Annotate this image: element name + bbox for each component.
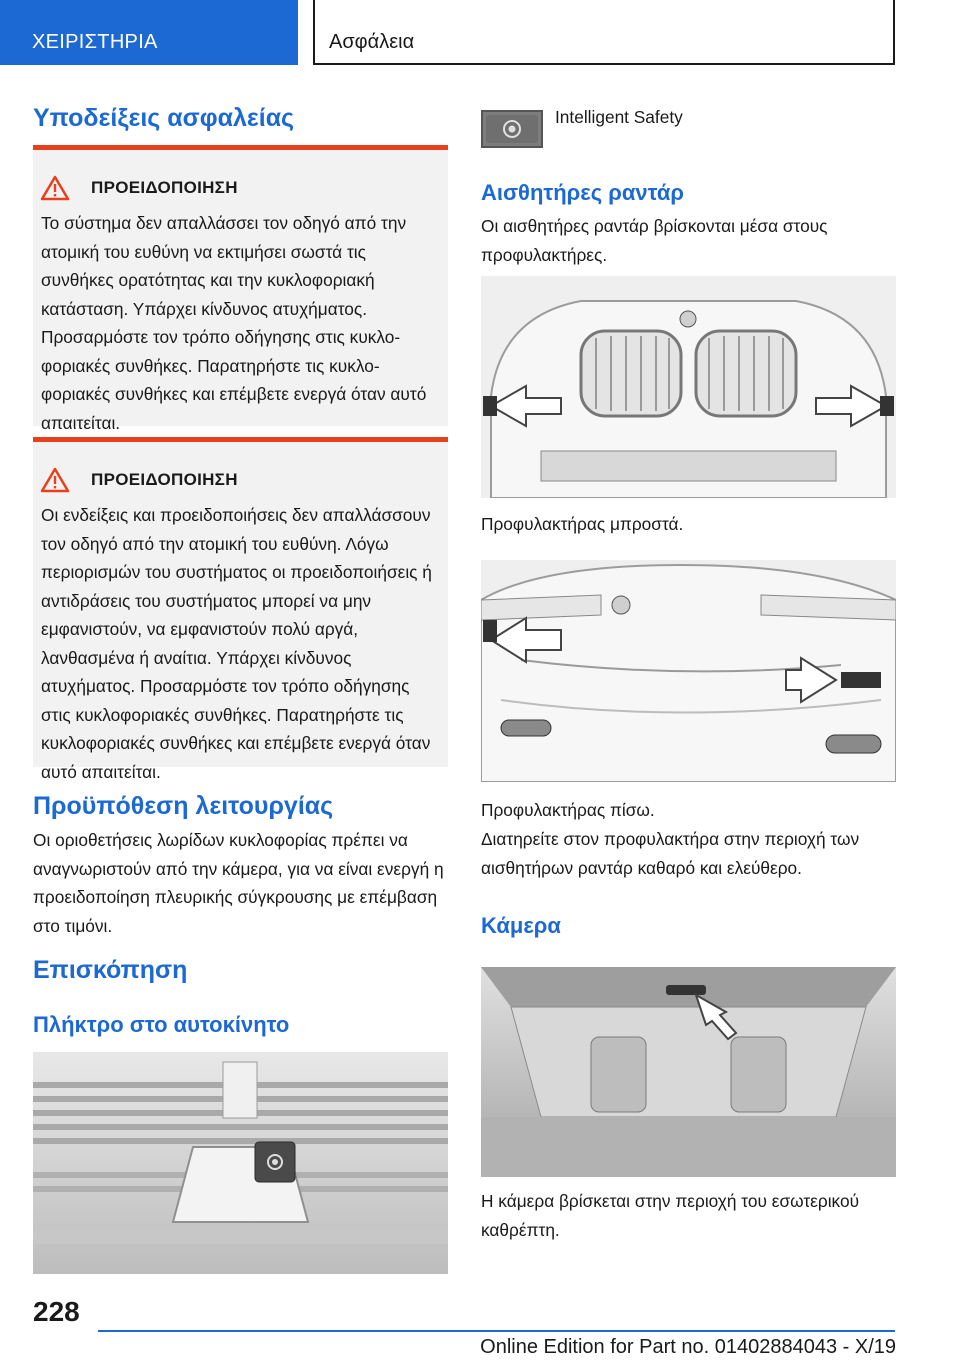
section-title-camera: Κάμερα bbox=[481, 913, 561, 938]
warning-title-2 bbox=[33, 467, 448, 493]
section-header bbox=[313, 0, 895, 65]
section-title-prerequisite: Προϋπόθεση λειτουργίας bbox=[33, 792, 334, 820]
warning-text-2: Οι ενδείξεις και προειδοποιήσεις δεν απαλλάσσουν τον οδηγό από την ατομική του ευθύνη. Λόγω περιορισμών του συστήματος οι προειδοποιήσεις ή αντιδράσεις του συστήματος μπορεί να μην εμφανιστούν, να εμφανιστούν πολύ αργά, λανθασμένα ή αναίτια. Υπάρχει κίνδυνος ατυχήματος. Προσαρμόστε τον τρόπο οδήγησης στις κυκλοφοριακές συνθήκες. Παρατηρήστε τις κυκλοφοριακές συνθήκες και επέμβετε ενεργά όταν αυτό απαιτείται. bbox=[41, 505, 432, 782]
page-number: 228 bbox=[33, 1296, 80, 1327]
intelligent-safety-button-icon bbox=[481, 110, 543, 148]
warning-box-2 bbox=[33, 437, 448, 782]
front-bumper-image bbox=[481, 276, 896, 498]
warning-triangle-icon bbox=[40, 175, 70, 201]
warning-text-1: Το σύστημα δεν απαλλάσσει τον οδηγό από την ατομική του ευθύνη να εκτιμήσει σωστά τις συνθήκες ορατότητας και την κυκλοφοριακή κατάσταση. Υπάρχει κίνδυνος ατυχήματος. Προσαρμόστε τον τρόπο οδήγησης στις κυκλοφοριακές συνθήκες. Παρατηρήστε τις κυκλοφοριακές συνθήκες και επέμβετε ενεργά όταν αυτό απαιτείται. bbox=[41, 213, 427, 433]
warning-title-text-2: ΠΡΟΕΙΔΟΠΟΙΗΣΗ bbox=[91, 470, 238, 489]
manual-tab-label: ΧΕΙΡΙΣΤΗΡΙΑ bbox=[32, 31, 158, 53]
footer-edition: Online Edition for Part no. 01402884043 - X/19 bbox=[480, 1336, 896, 1358]
warning-triangle-icon bbox=[40, 467, 70, 493]
front-bumper-caption: Προφυλακτήρας μπροστά. bbox=[481, 514, 684, 534]
intelligent-safety-caption: Intelligent Safety bbox=[555, 107, 683, 127]
footer-divider bbox=[98, 1330, 895, 1332]
prerequisite-text: Οι οριοθετήσεις λωρίδων κυκλοφορίας πρέπει να αναγνωριστούν από την κάμερα, για να είναι ενεργή η προειδοποίηση πλευρικής σύγκρουσης με επέμβαση στο τιμόνι. bbox=[33, 830, 444, 936]
section-header-label: Ασφάλεια bbox=[329, 31, 415, 53]
subtitle-button-in-vehicle: Πλήκτρο στο αυτοκίνητο bbox=[33, 1012, 290, 1037]
button-location-image bbox=[33, 1052, 448, 1274]
rear-bumper-caption: Προφυλακτήρας πίσω. bbox=[481, 800, 655, 820]
camera-text: Η κάμερα βρίσκεται στην περιοχή του εσωτερικού καθρέπτη. bbox=[481, 1191, 860, 1240]
section-title-radar-sensors: Αισθητήρες ραντάρ bbox=[481, 180, 684, 205]
rear-bumper-image bbox=[481, 560, 896, 782]
camera-location-image bbox=[481, 967, 896, 1177]
radar-sensors-text: Οι αισθητήρες ραντάρ βρίσκονται μέσα στους προφυλακτήρες. bbox=[481, 216, 828, 265]
section-title-safety-notes: Υποδείξεις ασφαλείας bbox=[33, 104, 295, 132]
keep-clean-text: Διατηρείτε στον προφυλακτήρα στην περιοχή των αισθητήρων ραντάρ καθαρό και ελεύθερο. bbox=[481, 829, 860, 878]
warning-title-1 bbox=[33, 175, 448, 201]
warning-box-1 bbox=[33, 145, 448, 433]
manual-tab bbox=[0, 0, 298, 65]
warning-title-text-1: ΠΡΟΕΙΔΟΠΟΙΗΣΗ bbox=[91, 178, 238, 197]
section-title-overview: Επισκόπηση bbox=[33, 956, 188, 984]
